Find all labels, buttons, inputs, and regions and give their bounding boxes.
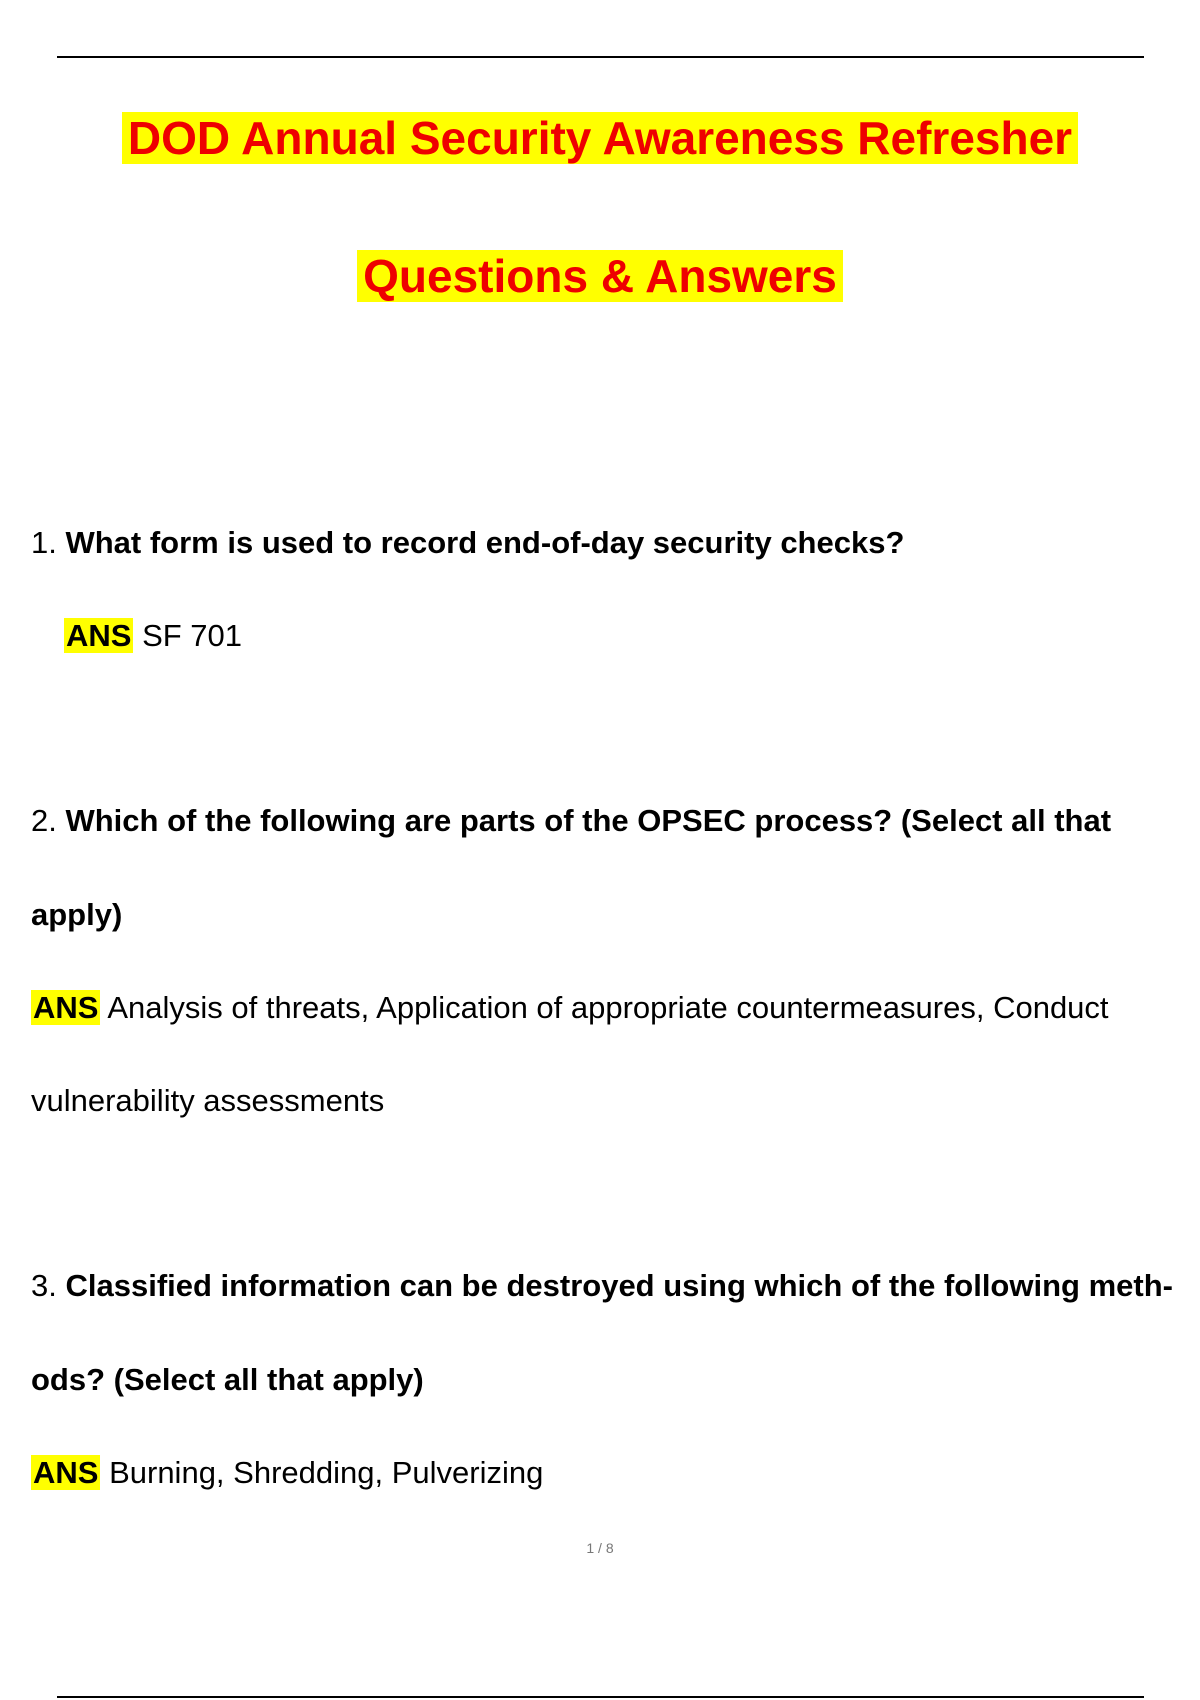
answer-text: SF 701 [142, 618, 243, 653]
answer-text: vulnerability assessments [31, 1083, 385, 1118]
question-2-continuation [31, 895, 1196, 935]
document-subtitle [0, 248, 1200, 304]
bottom-rule [57, 1696, 1144, 1698]
page-indicator: 1 / 8 [586, 1540, 614, 1556]
answer-2 [31, 988, 1109, 1028]
question-3 [31, 1266, 1196, 1306]
question-number: 2. [31, 803, 57, 838]
top-rule [57, 56, 1144, 58]
answer-2-continuation [31, 1081, 384, 1121]
title-line-1: DOD Annual Security Awareness Refresher [122, 112, 1078, 164]
question-text: apply) [31, 897, 123, 932]
question-text: Which of the following are parts of the OPSEC process? (Select all that [65, 803, 1112, 838]
answer-label: ANS [33, 990, 99, 1025]
answer-3 [31, 1453, 543, 1493]
answer-label: ANS [66, 618, 132, 653]
question-number: 1. [31, 525, 57, 560]
answer-text: Analysis of threats, Application of appropriate countermeasures, Conduct [107, 990, 1109, 1025]
question-1 [31, 523, 1196, 563]
answer-1 [64, 616, 242, 656]
document-title [0, 110, 1200, 166]
question-text: What form is used to record end-of-day security checks? [65, 525, 905, 560]
title-line-2: Questions & Answers [357, 250, 843, 302]
question-text: ods? (Select all that apply) [31, 1362, 424, 1397]
answer-label: ANS [33, 1455, 99, 1490]
question-text: Classified information can be destroyed using which of the following meth- [65, 1268, 1173, 1303]
answer-text: Burning, Shredding, Pulverizing [109, 1455, 544, 1490]
question-3-continuation [31, 1360, 1196, 1400]
question-number: 3. [31, 1268, 57, 1303]
question-2 [31, 801, 1196, 841]
